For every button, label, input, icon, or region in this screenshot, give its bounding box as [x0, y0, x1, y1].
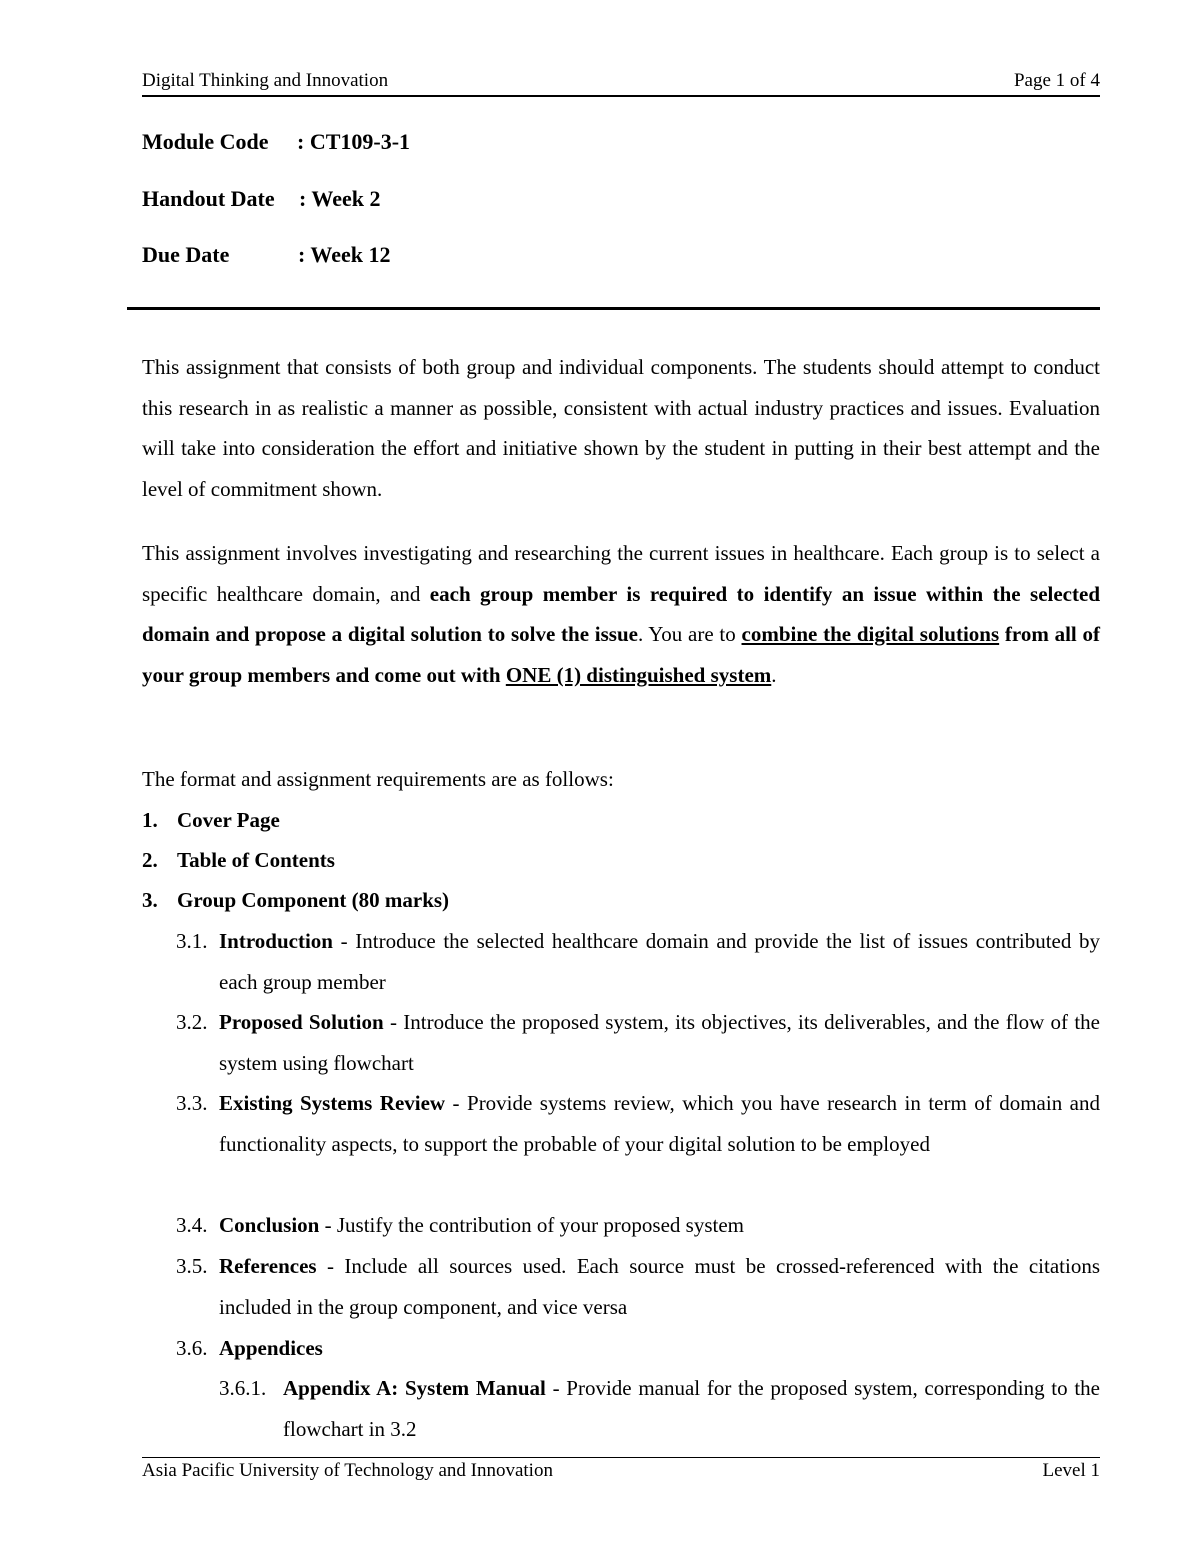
subsublist-item-body	[283, 1368, 1100, 1449]
paragraph-task-bold-1: each group member is required to identify an issue within the selected domain and propose a digital solution to solve the issue	[142, 581, 1100, 647]
list-item	[142, 840, 335, 881]
paragraph-task	[142, 533, 1100, 695]
paragraph-intro: This assignment that consists of both group and individual components. The students should attempt to conduct this research in as realistic a manner as possible, consistent with actual industry practices and issues. Evaluation will take into consideration the effort and initiative shown by the student in putting in their best attempt and the level of commitment shown.	[142, 355, 1100, 501]
sublist-item-title: Appendices	[219, 1336, 323, 1360]
subsublist-item-title: Appendix A: System Manual	[283, 1376, 546, 1400]
sublist-item-text: - Introduce the proposed system, its objectives, its deliverables, and the flow of the system using flowchart	[219, 1010, 1101, 1075]
sublist-item-body	[219, 1083, 1100, 1164]
due-date-value: : Week 12	[298, 242, 391, 267]
sublist-item-proposed-solution	[176, 1002, 1100, 1083]
list-item	[142, 880, 450, 921]
list-item-number: 2.	[142, 848, 158, 872]
subsublist-item-text: - Provide manual for the proposed system, corresponding to the flowchart in 3.2	[283, 1376, 1100, 1441]
sublist-item-title: Existing Systems Review	[219, 1091, 446, 1115]
paragraph-task-bold-2: from all of your group members and come out with	[142, 622, 1100, 687]
sublist-item-title: Proposed Solution	[219, 1010, 384, 1034]
sublist-item-number: 3.5.	[176, 1254, 208, 1278]
sublist-item-number: 3.6.	[176, 1336, 208, 1360]
sublist-item-body	[219, 1205, 1100, 1246]
footer-rule	[142, 1457, 1100, 1458]
handout-date-label: Handout Date	[142, 186, 275, 211]
sublist-item-body	[219, 1246, 1100, 1327]
paragraph-task-text-1: This assignment involves investigating and researching the current issues in healthcare. Each group is to select a specific healthcare domain, and	[142, 541, 1100, 606]
format-intro: The format and assignment requirements are as follows:	[142, 767, 614, 791]
sublist-item-body	[219, 1328, 1100, 1369]
sublist-item-conclusion	[176, 1205, 1100, 1246]
header-title: Digital Thinking and Innovation	[142, 70, 389, 91]
sublist-item-appendices	[176, 1328, 1100, 1369]
sublist-item-number: 3.4.	[176, 1213, 208, 1237]
sublist-item-text: - Justify the contribution of your proposed system	[319, 1213, 744, 1237]
module-code-label: Module Code	[142, 129, 269, 154]
sublist-item-references	[176, 1246, 1100, 1327]
sublist-item-title: References	[219, 1254, 317, 1278]
subsublist-item-number: 3.6.1.	[219, 1376, 267, 1400]
sublist-item-existing-systems-review	[176, 1083, 1100, 1164]
handout-date-value: : Week 2	[299, 186, 381, 211]
list-item-title: Table of Contents	[177, 848, 335, 872]
due-date-line	[142, 242, 391, 268]
sublist-item-text: - Introduce the selected healthcare domain and provide the list of issues contributed by each group member	[219, 929, 1100, 994]
subsublist-item-appendix-a	[219, 1368, 1100, 1449]
paragraph-task-text-3: .	[771, 662, 777, 687]
footer-institution: Asia Pacific University of Technology and Innovation	[142, 1460, 553, 1481]
sublist-item-body	[219, 921, 1100, 1002]
sublist-item-title: Conclusion	[219, 1213, 320, 1237]
sublist-item-text: - Include all sources used. Each source must be crossed-referenced with the citations included in the group component, and vice versa	[219, 1254, 1100, 1319]
paragraph-task-underline-1: combine the digital solutions	[741, 622, 1000, 647]
module-code-line	[142, 129, 411, 155]
sublist-item-number: 3.1.	[176, 929, 208, 953]
sublist-item-number: 3.2.	[176, 1010, 208, 1034]
page-header	[142, 70, 1100, 96]
list-item-title: Cover Page	[177, 808, 280, 832]
list-item-number: 1.	[142, 808, 158, 832]
sublist-item-number: 3.3.	[176, 1091, 208, 1115]
sublist-item-body	[219, 1002, 1100, 1083]
paragraph-task-underline-2: ONE (1) distinguished system	[505, 662, 772, 687]
list-item-title: Group Component (80 marks)	[177, 888, 450, 912]
sublist-item-title: Introduction	[219, 929, 333, 953]
sublist-item-text: - Provide systems review, which you have research in term of domain and functionality aspects, to support the probable of your digital solution to be employed	[219, 1091, 1100, 1156]
due-date-label: Due Date	[142, 242, 230, 267]
module-code-value: : CT109-3-1	[297, 129, 411, 154]
meta-rule	[127, 307, 1100, 310]
sublist-item-introduction	[176, 921, 1100, 1002]
list-item-number: 3.	[142, 888, 158, 912]
header-rule	[142, 95, 1100, 97]
list-item	[142, 800, 280, 841]
header-page-number: Page 1 of 4	[1013, 70, 1100, 91]
handout-date-line	[142, 186, 381, 212]
paragraph-task-text-2: . You are to	[637, 622, 742, 647]
footer-level: Level 1	[1042, 1460, 1100, 1481]
